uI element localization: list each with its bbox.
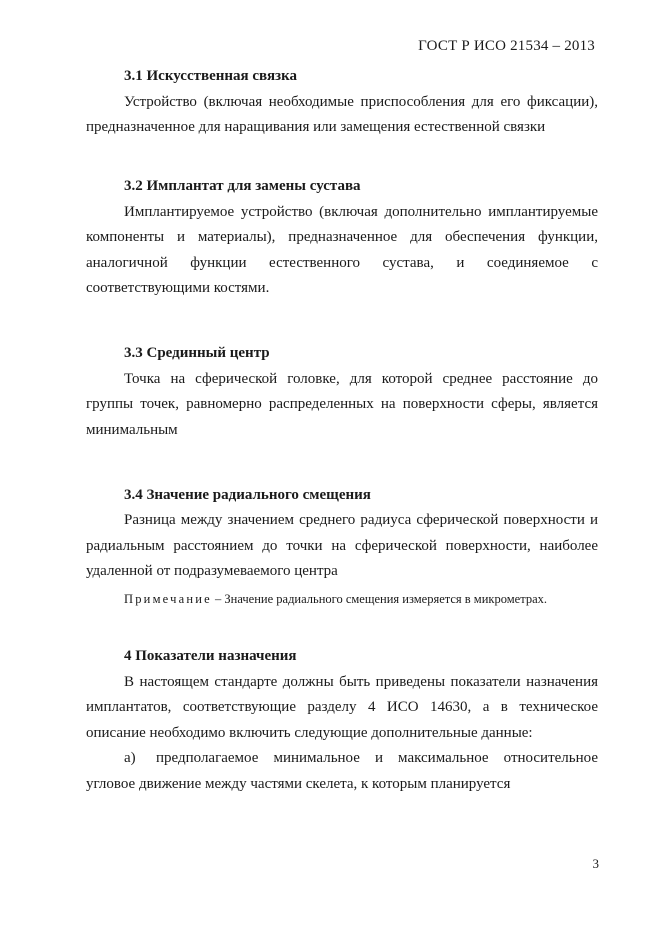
section-title-3-4: 3.4 Значение радиального смещения: [124, 486, 371, 503]
document-body: [86, 64, 598, 797]
note-paragraph: [86, 589, 598, 609]
list-text-a: предполагаемое минимальное и максимальное относительное угловое движение между частями скелета, к которым планируется: [86, 750, 598, 792]
section-text-3-4: Разница между значением среднего радиуса сферической поверхности и радиальным расстоянием до точки на сферической поверхности, наиболее удаленной от подразумеваемого центра: [86, 512, 598, 579]
list-marker-a: а): [124, 750, 136, 766]
section-text-3-2: Имплантируемое устройство (включая дополнительно имплантируемые компоненты и материалы), предназначенное для обеспечения функции, аналогичной функции естественного сустава, и соединяемое с соответствующими костями.: [86, 203, 598, 296]
note-text: – Значение радиального смещения измеряется в микрометрах.: [211, 591, 547, 606]
note-label: Примечание: [124, 591, 212, 606]
list-item-a: [86, 746, 598, 797]
section-title-3-2: 3.2 Имплантат для замены сустава: [124, 178, 361, 194]
section-title-4: 4 Показатели назначения: [124, 648, 297, 664]
section-text-4: В настоящем стандарте должны быть приведены показатели назначения имплантатов, соответствующие разделу 4 ИСО 14630, а в техническое описание необходимо включить следующие дополнительные данные:: [86, 673, 598, 741]
document-code-header: ГОСТ Р ИСО 21534 – 2013: [418, 38, 595, 54]
section-text-3-3: Точка на сферической головке, для которой среднее расстояние до группы точек, равномерно распределенных на поверхности сферы, является минимальным: [86, 370, 598, 438]
section-text-3-1: Устройство (включая необходимые приспособления для его фиксации), предназначенное для наращивания или замещения естественной связки: [86, 93, 598, 135]
section-title-3-1: 3.1 Искусственная связка: [124, 68, 298, 84]
section-title-3-3: 3.3 Срединный центр: [124, 345, 270, 361]
page-number: 3: [592, 856, 599, 871]
